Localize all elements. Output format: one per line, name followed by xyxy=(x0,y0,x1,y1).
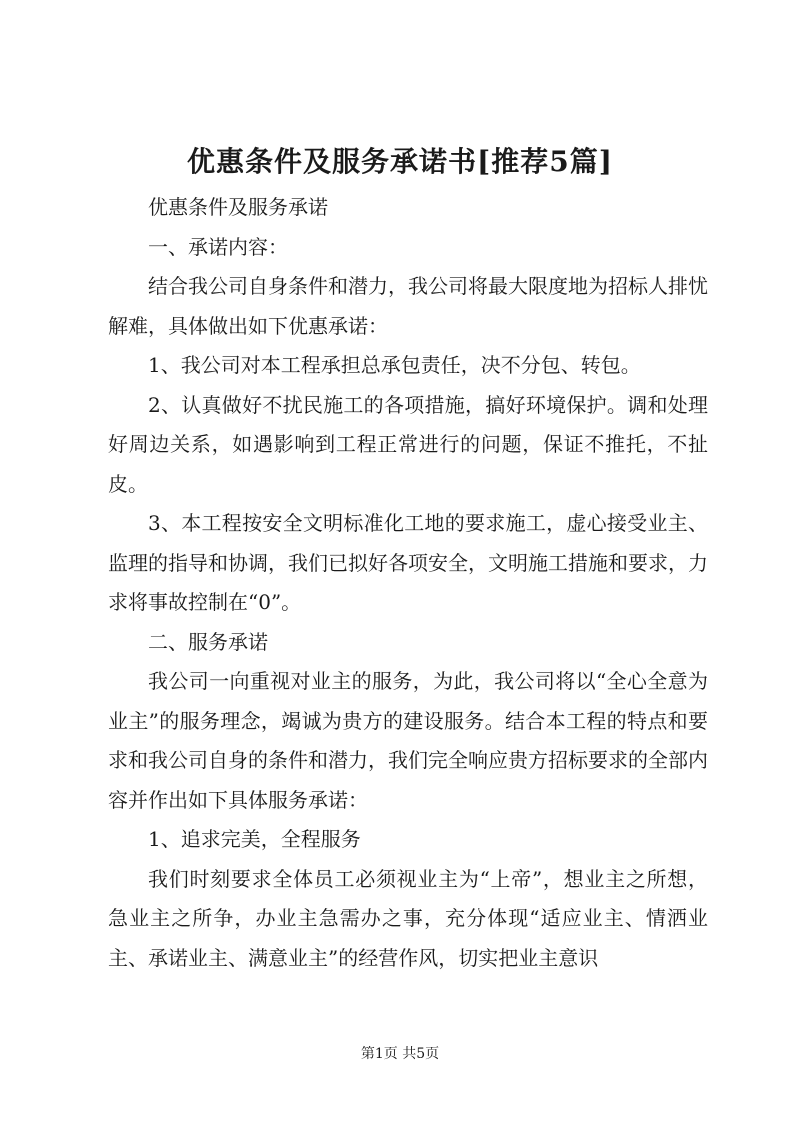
paragraph-section-heading-2: 二、服务承诺 xyxy=(148,629,268,654)
paragraph: 1、我公司对本工程承担总承包责任，决不分包、转包。 xyxy=(148,353,641,377)
page-footer: 第1页 共5页 xyxy=(360,1046,440,1062)
paragraph-subheading: 1、追求完美，全程服务 xyxy=(148,827,361,851)
paragraph-subtitle: 优惠条件及服务承诺 xyxy=(148,195,328,219)
paragraph: 我们时刻要求全体员工必须视业主为“上帝”，想业主之所想，急业主之所争，办业主急需办之事，充分体现“适应业主、情洒业主、承诺业主、满意业主”的经营作风，切实把业主意识 xyxy=(108,866,708,970)
document-body xyxy=(108,188,708,978)
paragraph-section-heading-1: 一、承诺内容： xyxy=(148,234,288,259)
paragraph: 3、本工程按安全文明标准化工地的要求施工，虚心接受业主、监理的指导和协调，我们已拟好各项安全，文明施工措施和要求，力求将事故控制在“0”。 xyxy=(108,511,708,614)
paragraph: 结合我公司自身条件和潜力，我公司将最大限度地为招标人排忧解难，具体做出如下优惠承诺： xyxy=(108,274,708,338)
document-title: 优惠条件及服务承诺书[推荐5篇] xyxy=(187,145,613,178)
paragraph: 我公司一向重视对业主的服务，为此，我公司将以“全心全意为业主”的服务理念，竭诚为贵方的建设服务。结合本工程的特点和要求和我公司自身的条件和潜力，我们完全响应贵方招标要求的全部内容并作出如下具体服务承诺： xyxy=(108,669,708,812)
paragraph: 2、认真做好不扰民施工的各项措施，搞好环境保护。调和处理好周边关系，如遇影响到工程正常进行的问题，保证不推托，不扯皮。 xyxy=(108,392,708,496)
